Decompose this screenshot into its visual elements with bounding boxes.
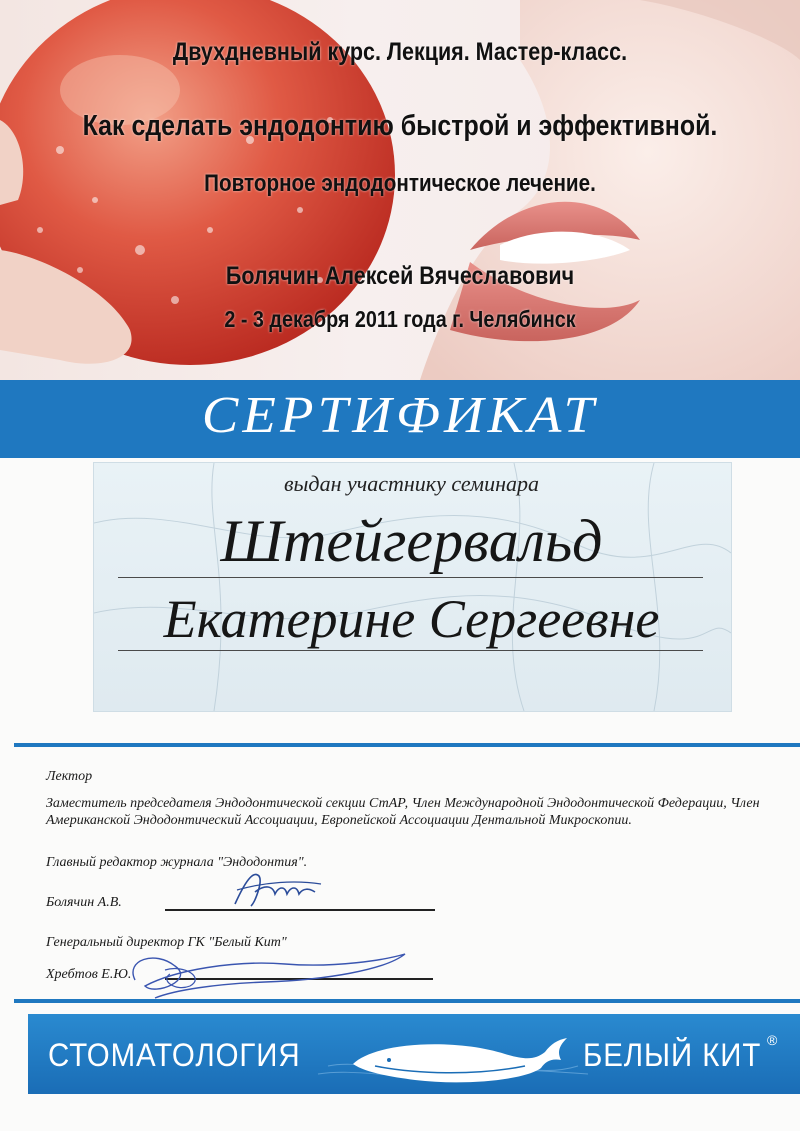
lector-editor-title: Главный редактор журнала "Эндодонтия". bbox=[46, 855, 308, 870]
lector-label: Лектор bbox=[46, 769, 93, 784]
registered-mark: ® bbox=[767, 1032, 778, 1048]
recipient-underline-2 bbox=[118, 650, 703, 651]
director-signature bbox=[115, 940, 415, 1005]
subtopic-title: Повторное эндодонтическое лечение. bbox=[204, 170, 596, 197]
brand-name-right: БЕЛЫЙ КИТ bbox=[583, 1037, 762, 1073]
whale-icon bbox=[345, 1030, 575, 1088]
recipient-surname: Штейгервальд bbox=[220, 508, 603, 574]
brand-name-left: СТОМАТОЛОГИЯ bbox=[48, 1037, 301, 1073]
certificate-title: СЕРТИФИКАТ bbox=[201, 387, 599, 444]
recipient-underline-1 bbox=[118, 577, 703, 578]
topic-title: Как сделать эндодонтию быстрой и эффективной. bbox=[82, 110, 718, 142]
lector-signature bbox=[225, 862, 325, 912]
event-dates: 2 - 3 декабря 2011 года г. Челябинск bbox=[224, 306, 576, 332]
director-title: Генеральный директор ГК "Белый Кит" bbox=[46, 935, 287, 950]
course-title: Двухдневный курс. Лекция. Мастер-класс. bbox=[172, 38, 628, 66]
header-photo bbox=[0, 0, 800, 380]
lecturer-name: Болячин Алексей Вячеславович bbox=[225, 262, 575, 290]
lector-signature-name: Болячин А.В. bbox=[46, 895, 122, 910]
recipient-box bbox=[93, 462, 732, 712]
divider-line-bottom bbox=[14, 999, 800, 1003]
recipient-given-name: Екатерине Сергеевне bbox=[163, 589, 660, 649]
divider-line bbox=[14, 743, 800, 747]
issued-label: выдан участнику семинара bbox=[283, 471, 540, 496]
director-signature-name: Хребтов Е.Ю. bbox=[46, 967, 132, 982]
lector-description: Заместитель председателя Эндодонтической секции СтАР, Член Международной Эндодонтической Федерации, Член Американской Эндодонтический Ассоциации, Европейской Ассоциации Дентальной Микроскопии. bbox=[46, 796, 760, 828]
map-background bbox=[94, 463, 731, 711]
